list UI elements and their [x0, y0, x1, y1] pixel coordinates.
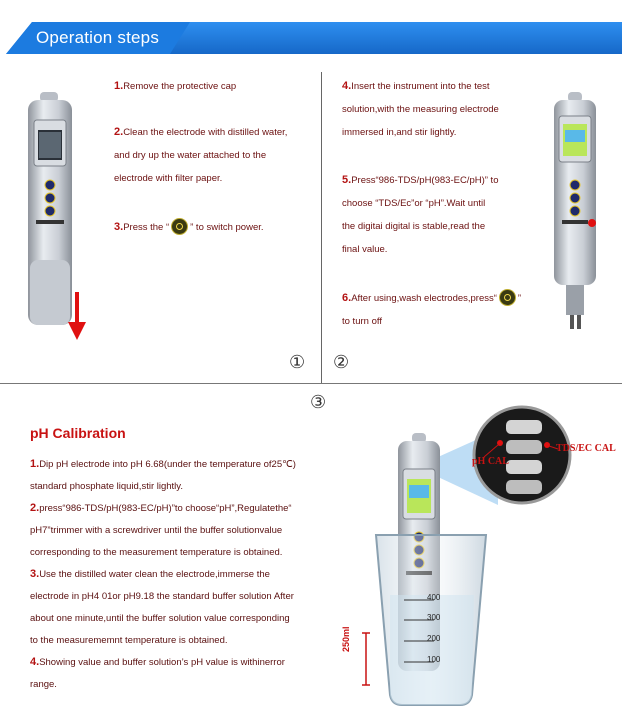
step-6-line-2: to turn off: [342, 316, 382, 327]
marker-two: ②: [333, 352, 350, 373]
calibration-item-2-line-1: press“986-TDS/pH(983-EC/pH)”to choose“pH”,Regulatethe“: [39, 503, 292, 514]
step-5-line-4: final value.: [342, 244, 388, 255]
calibration-item-3-line-3: about one minute,until the buffer solution value corresponding: [30, 613, 290, 624]
marker-three: ③: [310, 392, 327, 413]
step-4-line-1: Insert the instrument into the test: [351, 81, 490, 92]
beaker-tick-300: 300: [427, 613, 441, 622]
calibration-item-3-line-4: to the measurememnt temperature is obtained.: [30, 635, 228, 646]
step-2: [114, 121, 287, 190]
calibration-item-2-line-2: pH7”trimmer with a screwdriver until the buffer solutionvalue: [30, 525, 283, 536]
calibration-item-4-line-1: Showing value and buffer solution’s pH value is withinerror: [39, 657, 285, 668]
calibration-title: pH Calibration: [30, 425, 126, 441]
step-2-number: 2.: [114, 126, 124, 138]
beaker-tick-100: 100: [427, 655, 441, 664]
step-5-line-3: the digitai digital is stable,read the: [342, 221, 486, 232]
step-4-line-3: immersed in,and stir lightly.: [342, 127, 457, 138]
step-3-text-after: ” to switch power.: [190, 222, 264, 233]
volume-label: 250ml: [341, 626, 351, 652]
step-2-text: Clean the electrode with distilled water,: [123, 127, 288, 138]
down-arrow-icon: [68, 292, 86, 342]
marker-one: ①: [289, 352, 306, 373]
step-5-line-2: choose “TDS/Ec”or “pH”.Wait until: [342, 198, 486, 209]
page-title: Operation steps: [36, 28, 160, 47]
calibration-item-4-number: 4.: [30, 656, 40, 668]
calibration-item-4: [30, 651, 330, 696]
calibration-item-1-line-1: Dip pH electrode into pH 6.68(under the temperature of25℃): [39, 459, 296, 470]
step-3-text-before: Press the “: [123, 222, 170, 233]
step-4-line-2: solution,with the measuring electrode: [342, 104, 499, 115]
beaker-tick-400: 400: [427, 593, 441, 602]
power-icon: [499, 289, 516, 306]
power-icon: [171, 218, 188, 235]
calibration-item-1: [30, 453, 330, 498]
calibration-item-3-line-1: Use the distilled water clean the electrode,immerse the: [39, 569, 270, 580]
ph-meter-open-image: [548, 90, 604, 335]
step-3: [114, 216, 264, 239]
step-5-line-1: Press“986-TDS/pH(983-EC/pH)” to: [351, 175, 499, 186]
step-2-line-2: and dry up the water attached to the: [114, 150, 267, 161]
step-1: [114, 75, 236, 98]
step-5: [342, 169, 498, 261]
horizontal-divider: [0, 383, 622, 384]
step-6-line-1-after: ”: [517, 293, 522, 304]
step-6: [342, 287, 521, 333]
calibration-item-2-line-3: corresponding to the measurement temperature is obtained.: [30, 547, 283, 558]
calibration-item-3-line-2: electrode in pH4 01or pH9.18 the standard buffer solution After: [30, 591, 294, 602]
step-6-line-1-before: After using,wash electrodes,press“: [351, 293, 497, 304]
calibration-item-4-line-2: range.: [30, 679, 57, 690]
step-6-number: 6.: [342, 292, 352, 304]
step-1-number: 1.: [114, 80, 124, 92]
ph-cal-label: pH CAL: [472, 456, 509, 467]
step-5-number: 5.: [342, 174, 352, 186]
calibration-item-1-line-2: standard phosphate liquid,stir lightly.: [30, 481, 183, 492]
step-4: [342, 75, 499, 144]
tds-ec-cal-label: TDS/EC CAL: [556, 443, 616, 454]
calibration-item-2-number: 2.: [30, 502, 40, 514]
step-4-number: 4.: [342, 80, 352, 92]
vertical-divider: [321, 72, 322, 384]
beaker-tick-200: 200: [427, 634, 441, 643]
calibration-item-2: [30, 497, 330, 564]
step-3-number: 3.: [114, 221, 124, 233]
step-1-text: Remove the protective cap: [123, 81, 237, 92]
calibration-item-1-number: 1.: [30, 458, 40, 470]
calibration-item-3-number: 3.: [30, 568, 40, 580]
calibration-item-3: [30, 563, 330, 652]
step-2-line-3: electrode with filter paper.: [114, 173, 223, 184]
